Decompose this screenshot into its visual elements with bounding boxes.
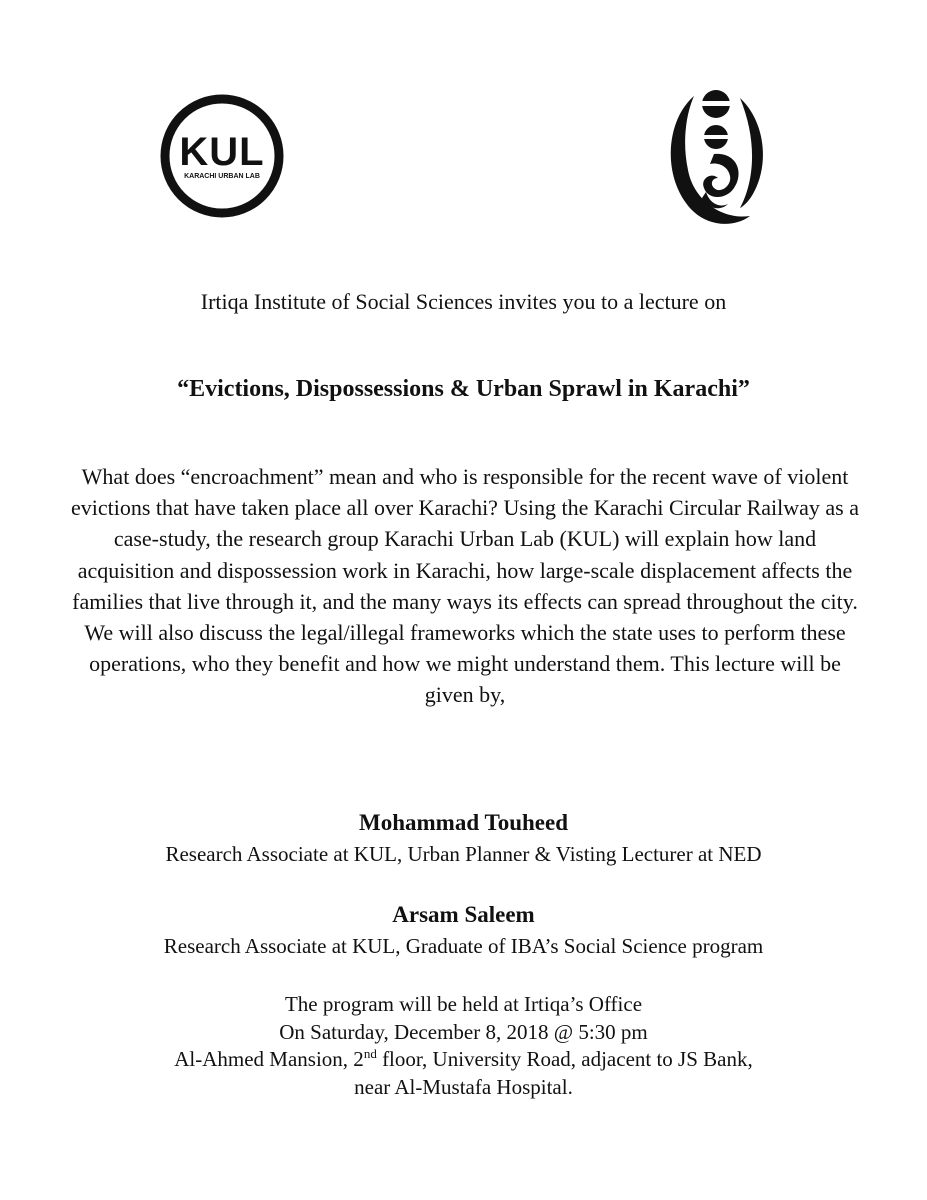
kul-wordmark: KUL bbox=[179, 130, 265, 174]
lecture-title: “Evictions, Dispossessions & Urban Sprawl in Karachi” bbox=[177, 376, 750, 402]
kul-logo-graphic bbox=[158, 92, 286, 220]
invitation-line: Irtiqa Institute of Social Sciences invites you to a lecture on bbox=[200, 289, 727, 314]
venue-line-1: The program will be held at Irtiqa’s Office bbox=[284, 992, 643, 1016]
irtiqa-calligraphy-icon bbox=[654, 82, 774, 232]
kul-tagline: KARACHI URBAN LAB bbox=[184, 173, 260, 180]
irtiqa-logo bbox=[654, 82, 774, 232]
venue-line-3-start: Al-Ahmed Mansion, 2 bbox=[174, 1047, 364, 1071]
speaker-1-name: Mohammad Touheed bbox=[359, 810, 568, 835]
speaker-2-name: Arsam Saleem bbox=[392, 902, 535, 927]
venue-line-3-ordinal: nd bbox=[363, 1046, 377, 1061]
venue-line-4: near Al-Mustafa Hospital. bbox=[354, 1074, 573, 1099]
venue-details bbox=[0, 991, 927, 1101]
kul-logo bbox=[158, 92, 286, 220]
venue-line-3 bbox=[0, 1046, 927, 1074]
lecture-description: What does “encroachment” mean and who is responsible for the recent wave of violent evictions that have taken place all over Karachi? Using the Karachi Circular Railway as a case-study, the research group Karachi Urban Lab (KUL) will explain how land acquisition and dispossession work in Karachi, how large-scale displacement affects the families that live through it, and the many ways its effects can spread throughout the city. We will also discuss the legal/illegal frameworks which the state uses to perform these operations, who they benefit and how we might understand them. This lecture will be given by, bbox=[70, 464, 859, 708]
venue-line-2: On Saturday, December 8, 2018 @ 5:30 pm bbox=[279, 1019, 648, 1044]
speaker-2-role: Research Associate at KUL, Graduate of IBA’s Social Science program bbox=[163, 934, 764, 958]
venue-line-3-end: floor, University Road, adjacent to JS Bank, bbox=[376, 1047, 753, 1071]
speaker-1-role: Research Associate at KUL, Urban Planner & Visting Lecturer at NED bbox=[165, 842, 762, 866]
